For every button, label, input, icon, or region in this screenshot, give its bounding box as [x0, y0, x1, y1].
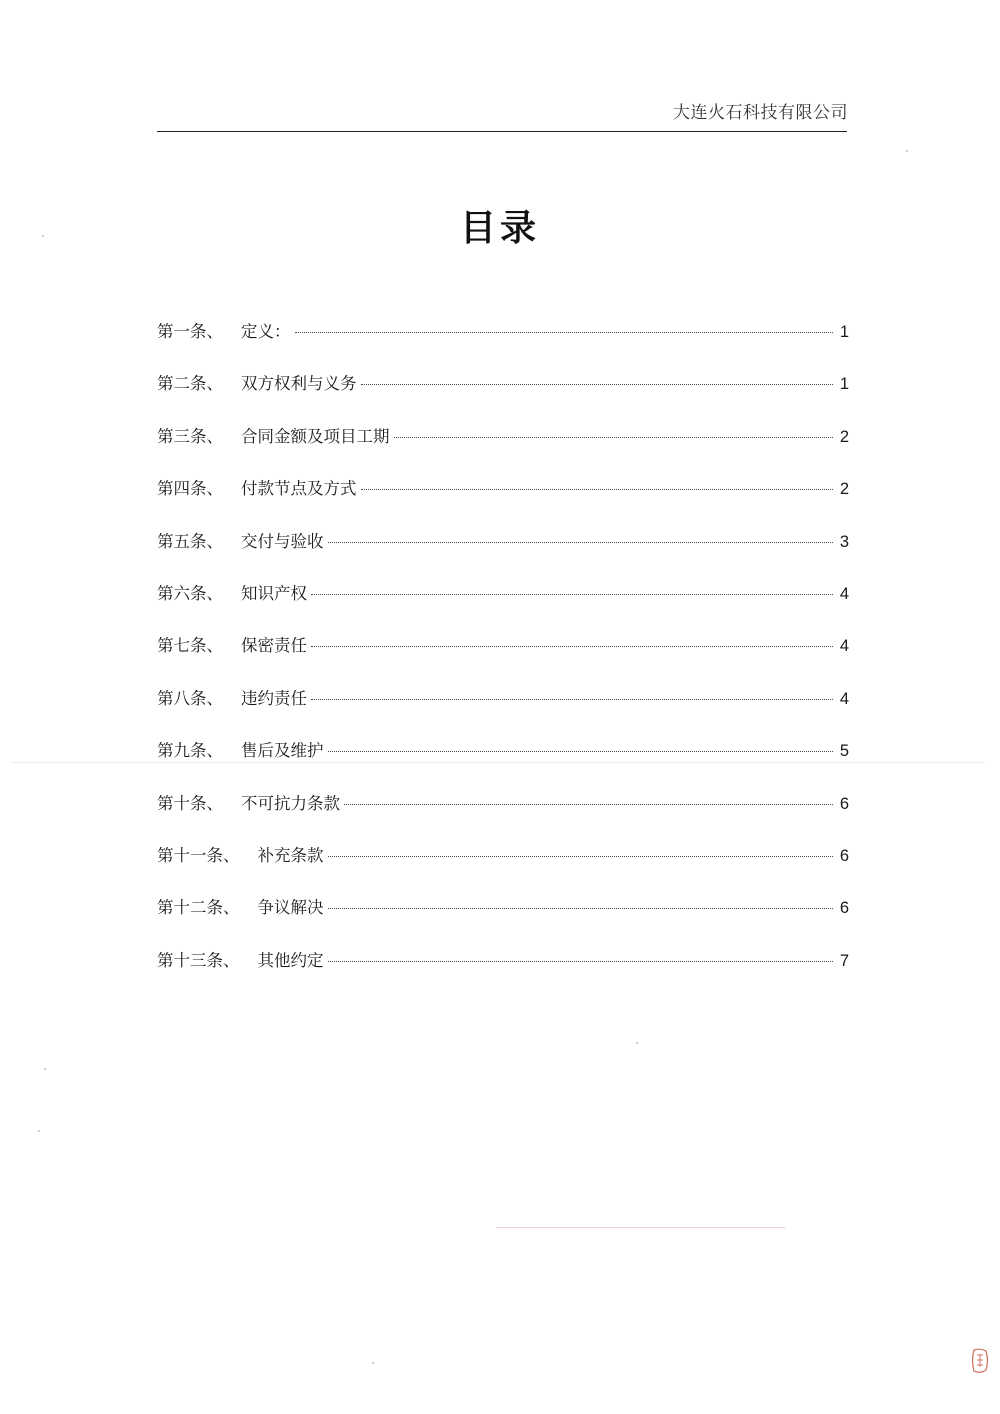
toc-entry-2[interactable]	[157, 370, 849, 422]
toc-entry-11[interactable]	[157, 842, 849, 894]
toc-dot-leader	[328, 751, 834, 752]
toc-article-number: 第五条、	[157, 531, 223, 551]
toc-page-number: 2	[839, 427, 849, 446]
toc-dot-leader	[394, 437, 834, 438]
scan-artifact-line	[496, 1227, 786, 1228]
toc-dot-leader	[328, 908, 834, 909]
page-title: 目录	[459, 208, 540, 249]
scan-speck	[906, 150, 908, 152]
toc-page-number: 3	[839, 532, 849, 551]
toc-dot-leader	[311, 699, 833, 700]
toc-entry-9[interactable]	[157, 737, 849, 789]
toc-dot-leader	[311, 594, 833, 595]
scan-speck	[38, 1130, 40, 1132]
toc-article-number: 第四条、	[157, 479, 223, 499]
scan-speck	[372, 1362, 374, 1364]
header-divider	[157, 131, 847, 132]
scan-artifact-line	[10, 762, 985, 763]
toc-entry-3[interactable]	[157, 423, 849, 475]
toc-dot-leader	[344, 804, 833, 805]
toc-heading: 保密责任	[241, 636, 307, 656]
toc-page-number: 6	[839, 846, 849, 865]
toc-dot-leader	[328, 542, 834, 543]
toc-dot-leader	[328, 961, 834, 962]
toc-entry-7[interactable]	[157, 632, 849, 684]
seal-stamp-icon	[970, 1348, 990, 1374]
toc-page-number: 4	[839, 584, 849, 603]
scan-speck	[42, 235, 44, 237]
toc-heading: 合同金额及项目工期	[241, 426, 390, 446]
toc-page-number: 4	[839, 689, 849, 708]
toc-dot-leader	[328, 856, 834, 857]
toc-entry-1[interactable]	[157, 318, 849, 370]
toc-heading: 补充条款	[257, 845, 324, 865]
toc-article-number: 第六条、	[157, 583, 223, 603]
toc-dot-leader	[361, 489, 834, 490]
toc-dot-leader	[295, 332, 834, 333]
toc-heading: 交付与验收	[241, 531, 324, 551]
toc-entry-13[interactable]	[157, 947, 849, 999]
toc-entry-12[interactable]	[157, 894, 849, 946]
toc-page-number: 7	[839, 951, 849, 970]
toc-article-number: 第十一条、	[157, 845, 240, 865]
toc-article-number: 第二条、	[157, 374, 223, 394]
toc-page-number: 6	[839, 899, 849, 918]
toc-entry-8[interactable]	[157, 685, 849, 737]
toc-heading: 付款节点及方式	[241, 479, 357, 499]
toc-heading: 不可抗力条款	[241, 793, 340, 813]
toc-entry-4[interactable]	[157, 475, 849, 527]
toc-article-number: 第十三条、	[157, 950, 240, 970]
toc-heading: 售后及维护	[241, 741, 324, 761]
toc-article-number: 第八条、	[157, 688, 223, 708]
toc-dot-leader	[361, 384, 834, 385]
table-of-contents	[157, 318, 849, 999]
toc-heading: 其他约定	[257, 950, 324, 970]
toc-page-number: 4	[839, 637, 849, 656]
toc-page-number: 5	[839, 742, 849, 761]
toc-heading: 违约责任	[241, 688, 307, 708]
toc-heading: 知识产权	[241, 583, 307, 603]
toc-page-number: 2	[839, 480, 849, 499]
toc-article-number: 第九条、	[157, 741, 223, 761]
toc-heading: 双方权利与义务	[241, 374, 357, 394]
toc-page-number: 1	[839, 323, 849, 341]
header-company-name: 大连火石科技有限公司	[673, 103, 848, 123]
toc-entry-10[interactable]	[157, 790, 849, 842]
toc-article-number: 第一条、	[157, 322, 223, 341]
toc-article-number: 第三条、	[157, 426, 223, 446]
toc-article-number: 第十条、	[157, 793, 223, 813]
toc-entry-5[interactable]	[157, 528, 849, 580]
toc-article-number: 第十二条、	[157, 898, 240, 918]
toc-article-number: 第七条、	[157, 636, 223, 656]
toc-heading: 争议解决	[257, 898, 324, 918]
toc-page-number: 1	[839, 375, 849, 394]
scan-speck	[636, 1042, 638, 1044]
toc-dot-leader	[311, 646, 833, 647]
toc-heading: 定义：	[241, 322, 291, 341]
toc-page-number: 6	[839, 794, 849, 813]
toc-entry-6[interactable]	[157, 580, 849, 632]
scan-speck	[44, 1068, 46, 1070]
